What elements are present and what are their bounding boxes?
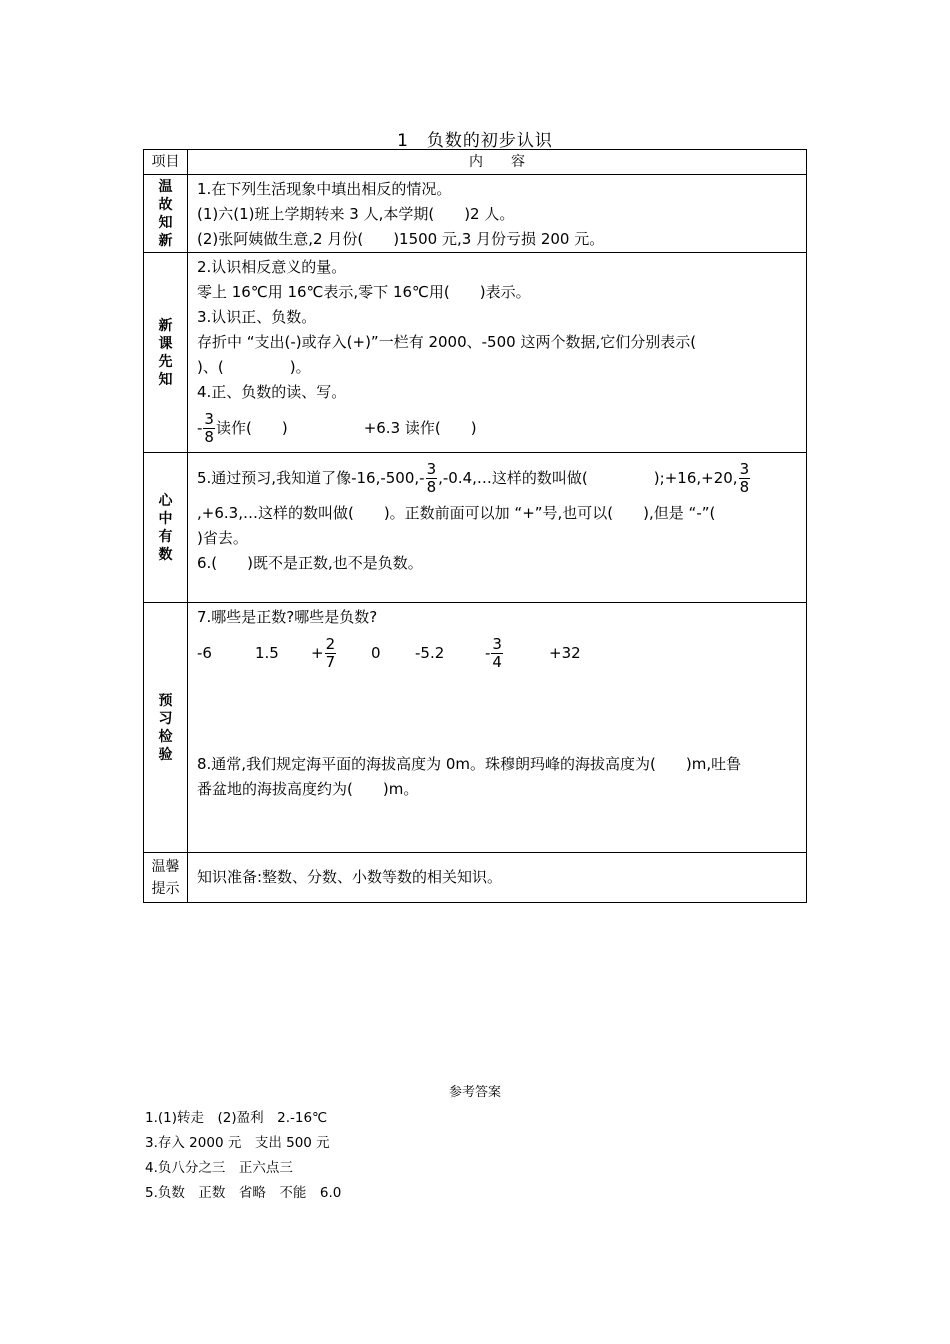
question-2-text: 零上 16℃用 16℃表示,零下 16℃用( )表示。 (197, 283, 531, 301)
section-content-check (188, 603, 807, 853)
fraction-three-quarters: $\frac{3}{4}$ (492, 634, 502, 671)
question-8-line2: 番盆地的海拔高度约为( )m。 (197, 780, 419, 798)
question-4-title: 4.正、负数的读、写。 (197, 383, 347, 401)
number-item: -6 (197, 644, 212, 662)
question-3-line2: )、( )。 (197, 358, 311, 376)
number-item: + $\frac{2}{7}$ (311, 634, 336, 671)
fraction-three-eighths: $\frac{3}{8}$ (426, 459, 437, 496)
section-summary (144, 453, 807, 603)
header-item-column: 项目 (144, 150, 188, 175)
section-content-tips (188, 853, 807, 903)
question-4-items: - $\frac{3}{8}$ 读作( ) +6.3 读作( ) (197, 409, 477, 446)
section-content-preview (188, 253, 807, 453)
section-content-summary (188, 453, 807, 603)
answer-space[interactable] (197, 676, 806, 752)
tip-text: 知识准备:整数、分数、小数等数的相关知识。 (197, 868, 503, 886)
section-label-text: 预习检验 (158, 692, 173, 763)
answer-line-4: 5.负数 正数 省略 不能 6.0 (145, 1185, 342, 1201)
fraction-three-eighths: $\frac{3}{8}$ (204, 409, 214, 446)
question-1b: (2)张阿姨做生意,2 月份( )1500 元,3 月份亏损 200 元。 (197, 230, 605, 248)
tip-label-line2: 提示 (151, 880, 180, 897)
section-label-summary (144, 453, 188, 603)
answer-line-2: 3.存入 2000 元 支出 500 元 (145, 1135, 330, 1151)
question-1-title: 1.在下列生活现象中填出相反的情况。 (197, 180, 452, 198)
number-item: 1.5 (255, 644, 279, 662)
section-label-text: 温故知新 (158, 178, 173, 249)
section-tips (144, 853, 807, 903)
section-review (144, 175, 807, 253)
answer-line-1: 1.(1)转走 (2)盈利 2.-16℃ (145, 1110, 328, 1126)
section-label-review (144, 175, 188, 253)
question-5-line3: )省去。 (197, 529, 248, 547)
question-2-title: 2.认识相反意义的量。 (197, 258, 347, 276)
question-7-title: 7.哪些是正数?哪些是负数? (197, 608, 378, 626)
number-item: - $\frac{3}{4}$ (485, 634, 502, 671)
section-label-text: 心中有数 (158, 492, 173, 563)
tip-label-line1: 温馨 (151, 858, 180, 875)
section-label-text: 新课先知 (158, 317, 173, 388)
answers-title: 参考答案 (448, 1085, 501, 1100)
number-item: +32 (549, 644, 581, 662)
answer-line-3: 4.负八分之三 正六点三 (145, 1160, 293, 1176)
question-8-line1: 8.通常,我们规定海平面的海拔高度为 0m。珠穆朗玛峰的海拔高度为( )m,吐鲁 (197, 755, 742, 773)
fraction-two-sevenths: $\frac{2}{7}$ (325, 634, 336, 671)
number-item: -5.2 (415, 644, 445, 662)
question-7-numbers (197, 630, 806, 676)
question-3-title: 3.认识正、负数。 (197, 308, 317, 326)
table-header-row (144, 150, 807, 175)
question-3-line1: 存折中 “支出(-)或存入(+)”一栏有 2000、-500 这两个数据,它们分别表示( (197, 333, 697, 351)
header-content-column: 内 容 (188, 150, 807, 175)
section-check (144, 603, 807, 853)
section-preview (144, 253, 807, 453)
section-label-check (144, 603, 188, 853)
question-5-line2: ,+6.3,…这样的数叫做( )。正数前面可以加 “+”号,也可以( ),但是 “-”( (197, 504, 716, 522)
section-label-preview (144, 253, 188, 453)
question-6: 6.( )既不是正数,也不是负数。 (197, 554, 423, 572)
section-content-review (188, 175, 807, 253)
fraction-three-eighths: $\frac{3}{8}$ (739, 459, 750, 496)
worksheet-table (143, 149, 807, 903)
page-title: 1 负数的初步认识 (397, 131, 553, 151)
question-5-line1: 5.通过预习,我知道了像-16,-500,- $\frac{3}{8}$ ,-0.4,…这样的数叫做( );+16,+20, $\frac{3}{8}$ (197, 459, 750, 496)
question-1a: (1)六(1)班上学期转来 3 人,本学期( )2 人。 (197, 205, 515, 223)
section-label-tips (144, 853, 188, 903)
number-item: 0 (371, 644, 381, 662)
